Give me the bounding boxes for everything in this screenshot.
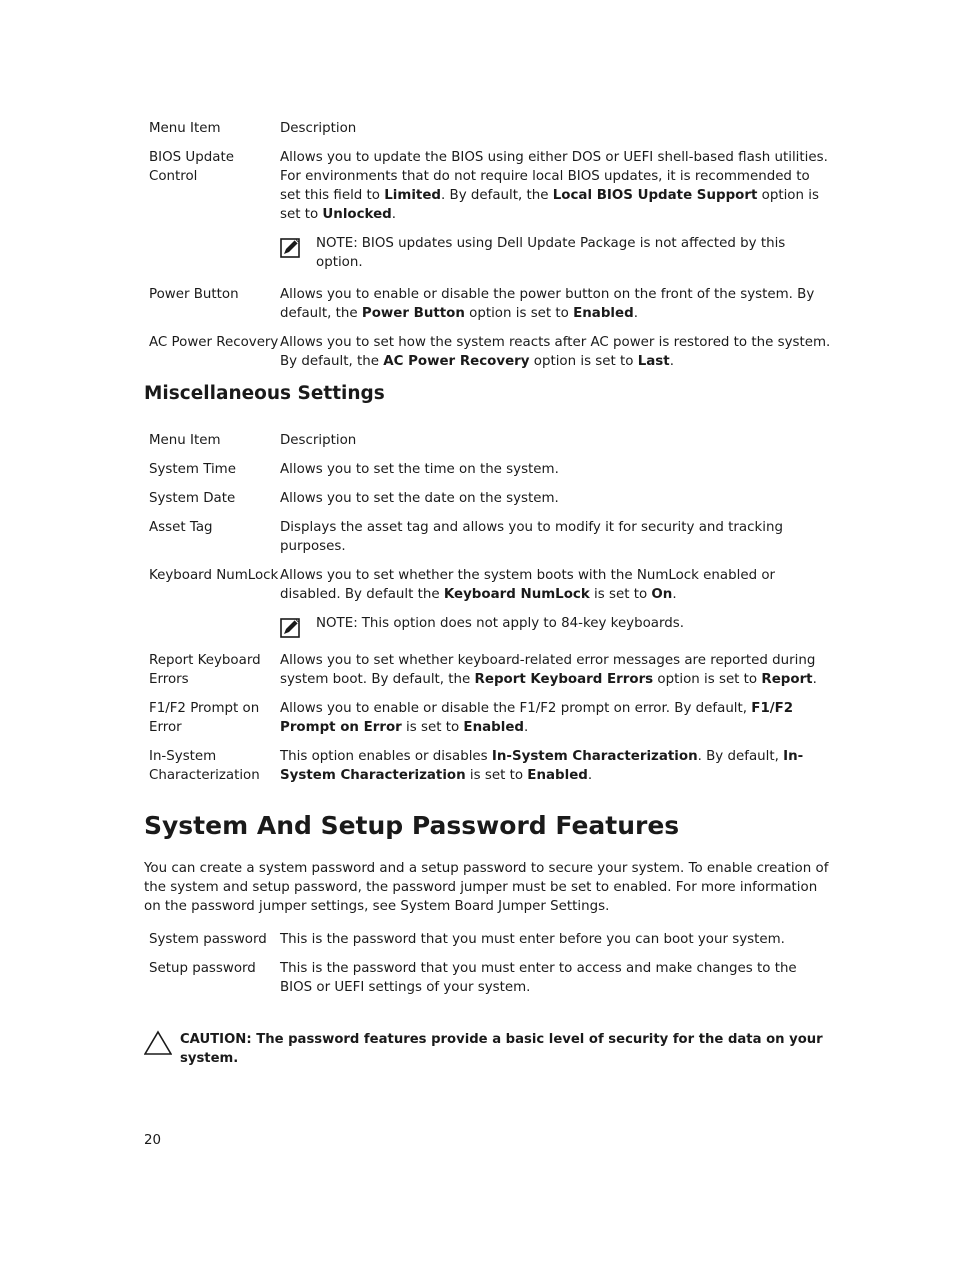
item-setup-password: Setup password — [149, 961, 256, 976]
table-row-f1f2-prompt — [144, 699, 844, 737]
table-row-asset-tag — [144, 518, 844, 556]
header-menu-item: Menu Item — [149, 121, 221, 136]
table-row-system-password — [144, 930, 844, 949]
desc-setup-password: This is the password that you must enter to access and make changes to the BIOS or UEFI settings of your system. — [280, 961, 797, 995]
desc-system-date: Allows you to set the date on the system. — [280, 491, 559, 506]
desc-report-keyboard-errors: Allows you to set whether keyboard-related error messages are reported during system boot. By default, the Report Keyboard Errors option is set to Report. — [280, 653, 817, 687]
table-row-keyboard-numlock — [144, 566, 844, 638]
item-system-date: System Date — [149, 491, 236, 506]
password-table — [144, 930, 844, 1007]
bios-settings-table — [144, 119, 844, 381]
desc-ac-power-recovery: Allows you to set how the system reacts after AC power is restored to the system. By default, the AC Power Recovery option is set to Last. — [280, 335, 831, 369]
table-row-report-keyboard-errors — [144, 651, 844, 689]
item-system-password: System password — [149, 932, 267, 947]
desc-bios-update-control: Allows you to update the BIOS using either DOS or UEFI shell-based flash utilities. For environments that do not require local BIOS updates, it is recommended to set this field to Limited. By default, the Local BIOS Update Support option is set to Unlocked. NOTE: BIOS updates using Dell Update Package is not affected by this option. — [280, 148, 833, 272]
item-keyboard-numlock: Keyboard NumLock — [149, 568, 279, 583]
header-description: Description — [280, 121, 357, 136]
item-bios-update-control: BIOS Update Control — [149, 150, 234, 184]
header-description: Description — [280, 433, 357, 448]
caution-text: CAUTION: The password features provide a basic level of security for the data on your system. — [180, 1032, 823, 1066]
table-row-bios-update — [144, 148, 844, 272]
table-row-setup-password — [144, 959, 844, 997]
note-pencil-icon — [280, 236, 302, 258]
item-in-system-characterization: In-System Characterization — [149, 749, 260, 783]
desc-power-button: Allows you to enable or disable the power button on the front of the system. By default, the Power Button option is set to Enabled. — [280, 287, 815, 321]
table-row-in-system-characterization — [144, 747, 844, 785]
section-heading-misc: Miscellaneous Settings — [144, 383, 385, 404]
item-f1f2-prompt-on-error: F1/F2 Prompt on Error — [149, 701, 260, 735]
desc-f1f2-prompt-on-error: Allows you to enable or disable the F1/F2 prompt on error. By default, F1/F2 Prompt on Error is set to Enabled. — [280, 701, 794, 735]
note-keyboard-numlock: NOTE: This option does not apply to 84-key keyboards. — [280, 614, 833, 638]
misc-settings-table — [144, 431, 844, 795]
item-system-time: System Time — [149, 462, 236, 477]
desc-asset-tag: Displays the asset tag and allows you to modify it for security and tracking purposes. — [280, 520, 783, 554]
header-menu-item: Menu Item — [149, 433, 221, 448]
note-bios-update: NOTE: BIOS updates using Dell Update Package is not affected by this option. — [280, 234, 833, 272]
page-number: 20 — [144, 1133, 162, 1148]
page-title: System And Setup Password Features — [144, 811, 680, 840]
note-pencil-icon — [280, 616, 302, 638]
item-asset-tag: Asset Tag — [149, 520, 213, 535]
desc-system-time: Allows you to set the time on the system. — [280, 462, 559, 477]
caution-triangle-icon — [144, 1030, 172, 1056]
item-ac-power-recovery: AC Power Recovery — [149, 335, 279, 350]
table-header-row — [144, 119, 844, 138]
table-row-system-date — [144, 489, 844, 508]
table-header-row — [144, 431, 844, 450]
item-power-button: Power Button — [149, 287, 239, 302]
intro-paragraph: You can create a system password and a setup password to secure your system. To enable creation of the system and setup password, the password jumper must be set to enabled. For more information on the password jumper settings, see System Board Jumper Settings. — [144, 861, 829, 914]
desc-in-system-characterization: This option enables or disables In-System Characterization. By default, In-System Characterization is set to Enabled. — [280, 749, 804, 783]
table-row-ac-power — [144, 333, 844, 371]
desc-keyboard-numlock: Allows you to set whether the system boots with the NumLock enabled or disabled. By default the Keyboard NumLock is set to On. NOTE: This option does not apply to 84-key keyboards. — [280, 566, 833, 638]
table-row-system-time — [144, 460, 844, 479]
desc-system-password: This is the password that you must enter before you can boot your system. — [280, 932, 785, 947]
item-report-keyboard-errors: Report Keyboard Errors — [149, 653, 261, 687]
caution-notice — [144, 1030, 844, 1068]
table-row-power-button — [144, 285, 844, 323]
